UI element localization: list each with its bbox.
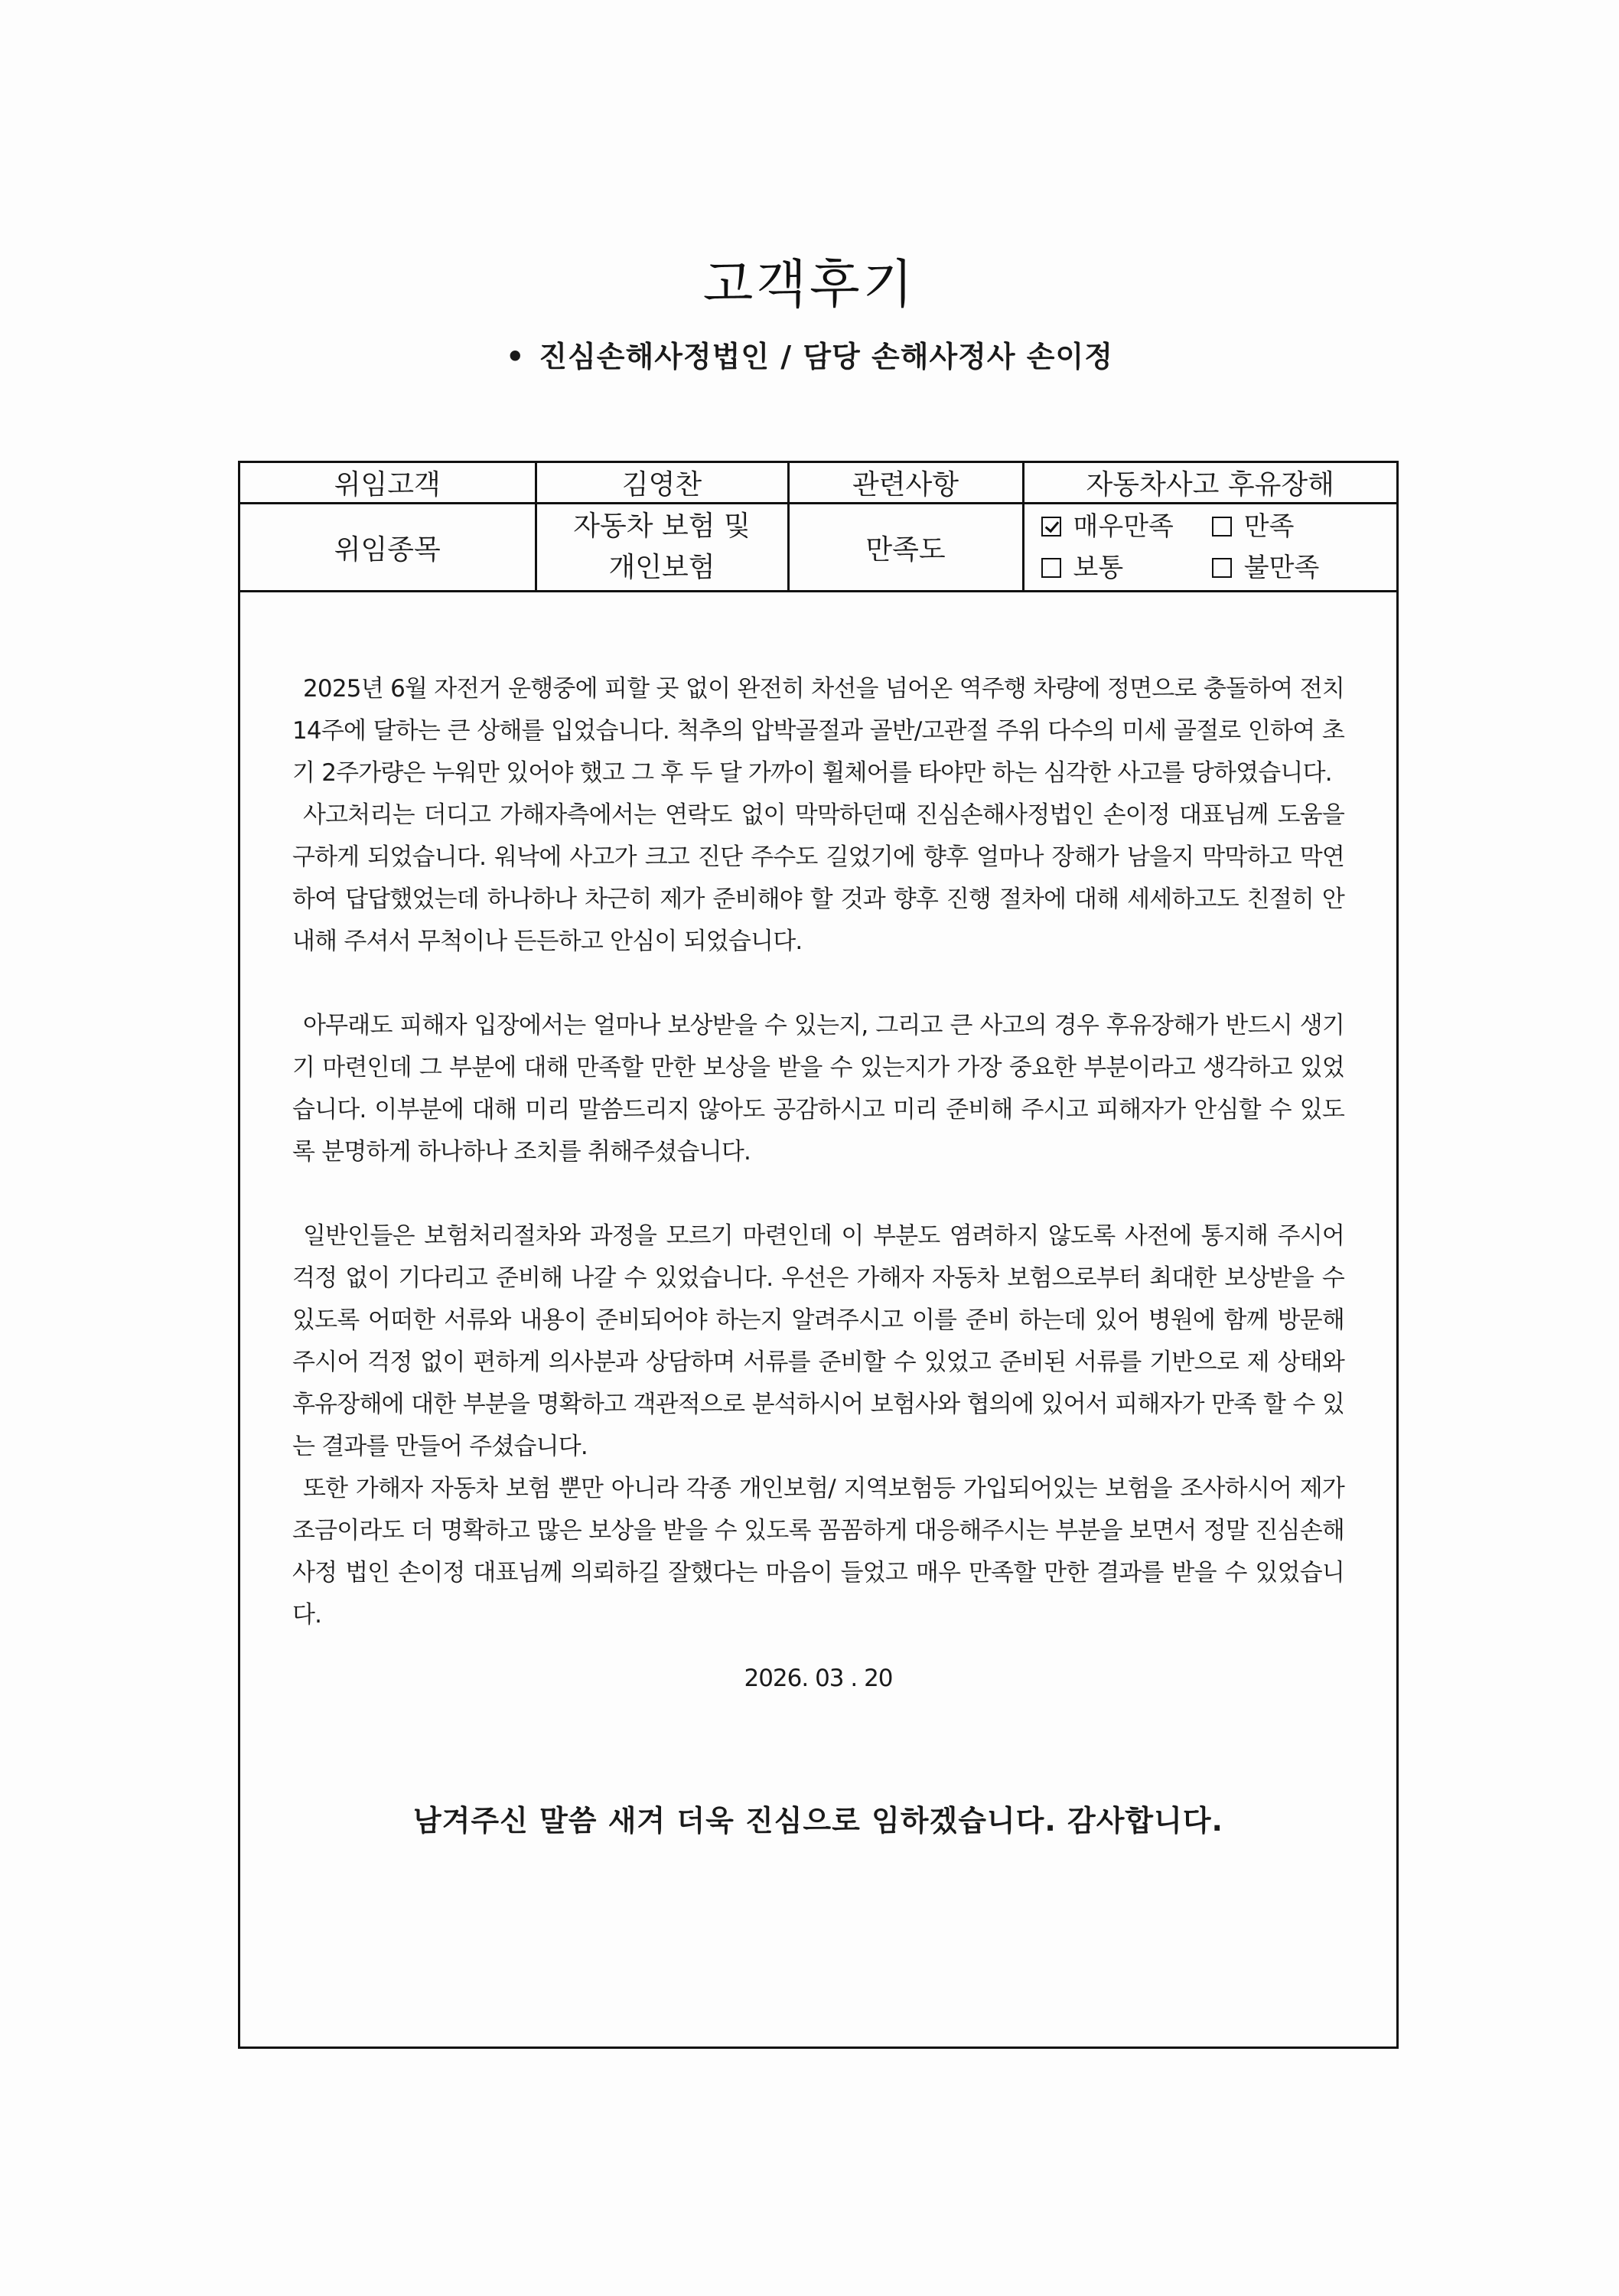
related-label: 관련사항 <box>788 463 1023 504</box>
category-value-line-1: 자동차 보험 및 <box>573 510 751 542</box>
satisfaction-label: 만족도 <box>788 504 1023 592</box>
checkbox-empty-icon[interactable] <box>1212 517 1232 536</box>
closing-message: 남겨주신 말씀 새겨 더욱 진심으로 임하겠습니다. 감사합니다. <box>413 1804 1223 1838</box>
option-label: 만족 <box>1243 511 1295 542</box>
review-paragraph: 2025년 6월 자전거 운행중에 피할 곳 없이 완전히 차선을 넘어온 역주행 차량에 정면으로 충돌하여 전치 14주에 달하는 큰 상해를 입었습니다. 척추의 압박골절과 골반/고관절 주위 다수의 미세 골절로 인하여 초기 2주가량은 누워만 있어야 했고 그 후 두 달 가까이 휠체어를 타야만 하는 심각한 사고를 당하였습니다. <box>292 675 1344 787</box>
category-value <box>536 504 788 592</box>
checkbox-empty-icon[interactable] <box>1041 558 1061 578</box>
review-paragraph: 사고처리는 더디고 가해자측에서는 연락도 없이 막막하던때 진심손해사정법인 손이정 대표님께 도움을 구하게 되었습니다. 워낙에 사고가 크고 진단 주수도 길었기에 향후 얼마나 장해가 남을지 막막하고 막연하여 답답했었는데 하나하나 차근히 제가 준비해야 할 것과 향후 진행 절차에 대해 세세하고도 친절히 안내해 주셔서 무척이나 든든하고 안심이 되었습니다. <box>292 801 1344 955</box>
subtitle-text: 진심손해사정법인 / 담당 손해사정사 손이정 <box>539 340 1113 373</box>
review-form-box <box>238 461 1399 2049</box>
bullet-icon: • <box>506 340 526 373</box>
page-subtitle <box>0 333 1619 375</box>
review-date: 2026. 03 . 20 <box>744 1665 893 1692</box>
info-row-2 <box>240 504 1396 592</box>
related-value: 자동차사고 후유장해 <box>1023 463 1396 504</box>
review-paragraph: 아무래도 피해자 입장에서는 얼마나 보상받을 수 있는지, 그리고 큰 사고의 경우 후유장해가 반드시 생기기 마련인데 그 부분에 대해 만족할 만한 보상을 받을 수 있는지가 가장 중요한 부분이라고 생각하고 있었습니다. 이부분에 대해 미리 말씀드리지 않아도 공감하시고 미리 준비해 주시고 피해자가 안심할 수 있도록 분명하게 하나하나 조치를 취해주셨습니다. <box>292 1012 1344 1166</box>
satisfaction-option-very-satisfied[interactable] <box>1041 507 1212 546</box>
satisfaction-option-dissatisfied[interactable] <box>1212 549 1383 587</box>
review-body <box>292 668 1344 1636</box>
checkbox-checked-icon[interactable] <box>1041 517 1061 536</box>
page-title: 고객후기 <box>702 255 917 315</box>
satisfaction-options <box>1023 504 1396 592</box>
satisfaction-option-neutral[interactable] <box>1041 549 1212 587</box>
category-label: 위임종목 <box>240 504 536 592</box>
review-paragraph: 또한 가해자 자동차 보험 뿐만 아니라 각종 개인보험/ 지역보험등 가입되어있는 보험을 조사하시어 제가 조금이라도 더 명확하고 많은 보상을 받을 수 있도록 꼼꼼하게 대응해주시는 부분을 보면서 정말 진심손해사정 법인 손이정 대표님께 의뢰하길 잘했다는 마음이 들었고 매우 만족할 만한 결과를 받을 수 있었습니다. <box>292 1475 1344 1629</box>
client-label: 위임고객 <box>240 463 536 504</box>
option-label: 보통 <box>1073 553 1124 583</box>
satisfaction-option-satisfied[interactable] <box>1212 507 1383 546</box>
checkbox-empty-icon[interactable] <box>1212 558 1232 578</box>
option-label: 불만족 <box>1243 553 1320 583</box>
option-label: 매우만족 <box>1073 511 1174 542</box>
client-value: 김영찬 <box>536 463 788 504</box>
category-value-line-2: 개인보험 <box>608 552 715 583</box>
info-table <box>240 463 1396 592</box>
info-row-1 <box>240 463 1396 504</box>
review-paragraph: 일반인들은 보험처리절차와 과정을 모르기 마련인데 이 부분도 염려하지 않도록 사전에 통지해 주시어 걱정 없이 기다리고 준비해 나갈 수 있었습니다. 우선은 가해자 자동차 보험으로부터 최대한 보상받을 수 있도록 어떠한 서류와 내용이 준비되어야 하는지 알려주시고 이를 준비 하는데 있어 병원에 함께 방문해 주시어 걱정 없이 편하게 의사분과 상담하며 서류를 준비할 수 있었고 준비된 서류를 기반으로 제 상태와 후유장해에 대한 부분을 명확하고 객관적으로 분석하시어 보험사와 협의에 있어서 피해자가 만족 할 수 있는 결과를 만들어 주셨습니다. <box>292 1222 1344 1460</box>
